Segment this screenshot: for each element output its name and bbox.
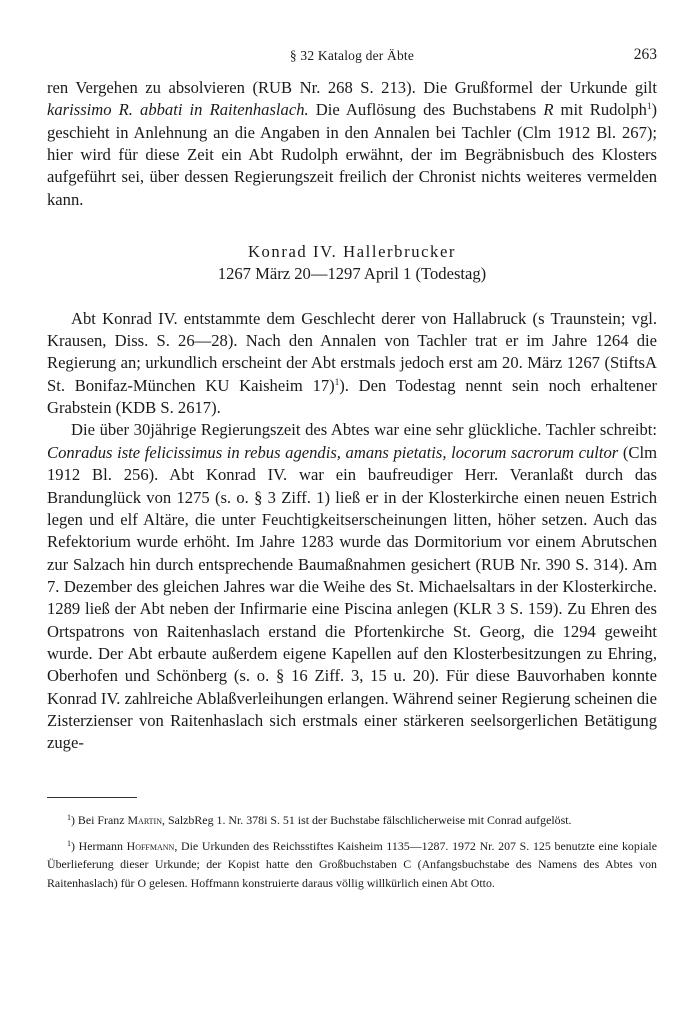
body-paragraph-2: Die über 30jährige Regierungszeit des Abtes war eine sehr glückliche. Tachler schreibt: Conradus iste felicissimus in rebus agendis, amans pietatis, locorum sacrorum cultor (Clm 1912 Bl. 256). Abt Konrad IV. war ein baufreudiger Herr. Veranlaßt durch das Brandunglück von 1275 (s. o. § 3 Ziff. 1) ließ er in der Klosterkirche einen neuen Estrich legen und elf Altäre, die unter Feuchtigkeitserscheinungen litten, höher setzen. Auch das Refektorium wurde erhöht. Im Jahre 1283 wurde das Dormitorium vor einem Abrutschen zur Salzach hin durch entsprechende Baumaßnahmen gesichert (RUB Nr. 390 S. 314). Am 7. Dezember des gleichen Jahres war die Weihe des St. Michaelsaltars in der Klosterkirche. 1289 ließ der Abt neben der Infirmarie eine Piscina anlegen (KLR 3 S. 159). Zu Ehren des Ortspatrons von Raitenhaslach erstand die Pfortenkirche St. Georg, die 1294 geweiht wurde. Der Abt erbaute außerdem eigene Kapellen auf den Klosterbesitzungen zu Ehring, Oberhofen und Schönberg (s. o. § 16 Ziff. 3, 15 u. 20). Für diese Bauvorhaben konnte Konrad IV. zahlreiche Ablaßverleihungen erlangen. Während seiner Regierung scheinen die Zisterzienser von Raitenhaslach sich erstmals einer stärkeren seelsorgerlichen Betätigung zuge- xyxy=(47,420,657,753)
abbot-dates: 1267 März 20—1297 April 1 (Todestag) xyxy=(217,264,487,284)
intro-paragraph: ren Vergehen zu absolvieren (RUB Nr. 268 S. 213). Die Grußformel der Urkunde gilt karissimo R. abbati in Raitenhaslach. Die Auflösung des Buchstabens R mit Rudolph$^1$) geschieht in Anlehnung an die Angaben in den Annalen bei Tachler (Clm 1912 Bl. 267); hier wird für diese Zeit ein Abt Rudolph erwähnt, der im Begräbnisbuch des Klosters aufgeführt sei, über dessen Regierungszeit freilich der Chronist nichts weiteres vermelden kann. xyxy=(47,78,657,209)
page-number: 263 xyxy=(633,46,657,63)
footnote-2: $^1$) Hermann Hoffmann, Die Urkunden des Reichsstiftes Kaisheim 1135—1287. 1972 Nr. 207 S. 125 benutzte eine kopiale Überlieferung dieser Urkunde; der Kopist hatte den Großbuchstaben C (Anfangsbuchstabe des Namens des Abtes von Raitenhaslach) für O gelesen. Hoffmann konstruierte daraus völlig willkürlich einen Abt Otto. xyxy=(47,838,657,890)
abbot-name: Konrad IV. Hallerbrucker xyxy=(247,242,457,262)
page-body xyxy=(47,77,657,755)
footnote-ref: 1 xyxy=(334,376,340,387)
footnotes xyxy=(47,811,657,899)
running-title: § 32 Katalog der Äbte xyxy=(289,48,415,63)
body-paragraph-1: Abt Konrad IV. entstammte dem Geschlecht derer von Hallabruck (s Traunstein; vgl. Krausen, Diss. S. 26—28). Nach den Annalen von Tachler trat er im Jahre 1264 die Regierung an; urkundlich erscheint der Abt erstmals jedoch erst am 20. März 1267 (StiftsA St. Bonifaz-München KU Kaisheim 17)$^1$). Den Todestag nennt sein noch erhaltener Grabstein (KDB S. 2617). xyxy=(47,308,657,418)
footnote-ref: 1 xyxy=(646,101,652,112)
section-heading xyxy=(47,241,657,286)
footnote-rule xyxy=(47,797,137,798)
running-head xyxy=(47,46,657,68)
footnote-1: $^1$) Bei Franz Martin, SalzbReg 1. Nr. 378i S. 51 ist der Buchstabe fälschlicherweise mit Conrad aufgelöst. xyxy=(67,813,572,827)
